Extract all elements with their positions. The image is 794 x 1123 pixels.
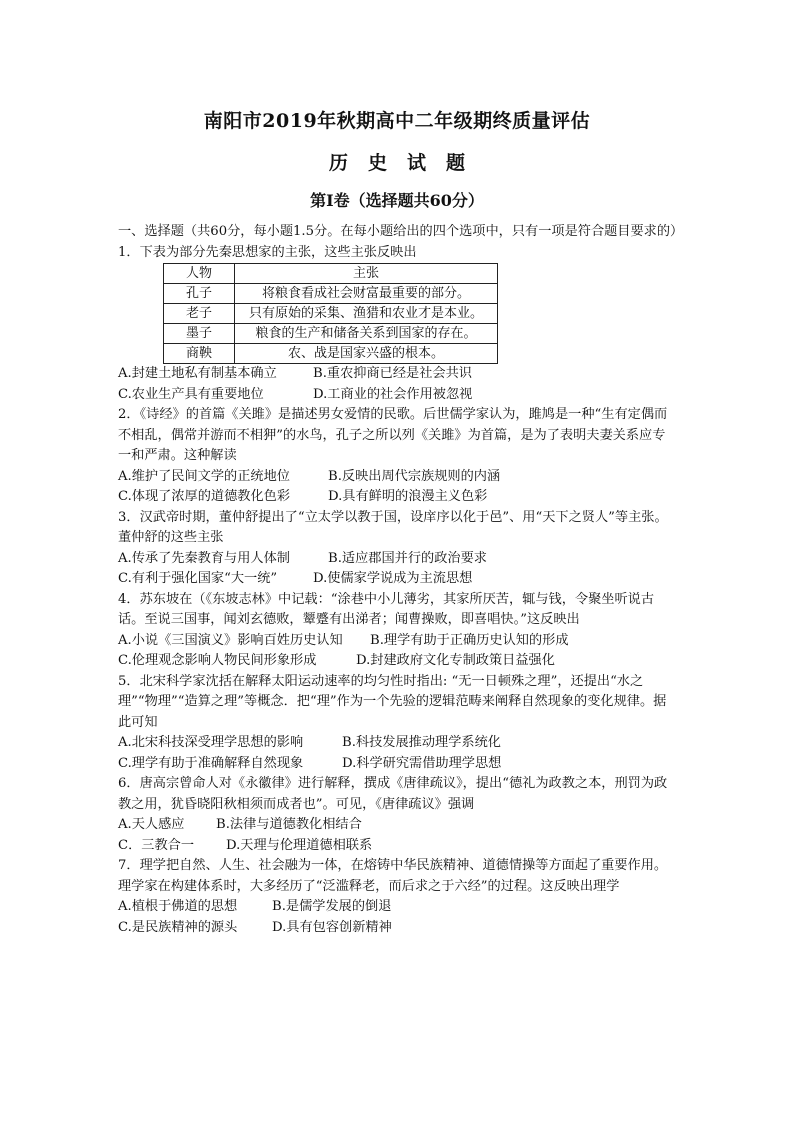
question-4-stem: 4．苏东坡在（《东坡志林》中记载：“涂巷中小儿薄劣，其家所厌苦，辄与钱，令聚坐听说古话。至说三国事，闻刘玄德败，颦蹙有出涕者；闻曹操败，即喜唱快。”这反映出 — [118, 591, 655, 627]
question-5-stem: 5．北宋科学家沈括在解释太阳运动速率的均匀性时指出: “无一日顿殊之理”，还提出“水之理”“物理”“造算之理”等概念．把“理”作为一个先验的逻辑范畴来阐释自然现象的变化规律。据此可知 — [118, 673, 667, 730]
table-row — [164, 304, 498, 324]
table-header-row — [164, 264, 498, 284]
question-5-options-row — [118, 754, 678, 775]
question-7-options-row — [118, 897, 678, 918]
table-cell: 农、战是国家兴盛的根本。 — [235, 344, 498, 364]
option-b: B.理学有助于正确历史认知的形成 — [370, 632, 569, 648]
option-c: C.是民族精神的源头 — [118, 919, 238, 935]
question-2-options-row — [118, 487, 678, 508]
thinkers-table — [163, 263, 498, 364]
table-header-cell: 人物 — [164, 264, 235, 284]
table-row — [164, 344, 498, 364]
option-d: D.天理与伦理道德相联系 — [226, 837, 373, 853]
question-4-options-row — [118, 651, 678, 672]
option-d: D.封建政府文化专制政策日益强化 — [356, 653, 555, 668]
question-1-options-row — [118, 364, 678, 385]
option-a: A.小说《三国演义》影响百姓历史认知 — [118, 632, 343, 648]
question-1-options-row — [118, 385, 678, 406]
section-heading: 第Ⅰ卷（选择题共60分） — [310, 191, 484, 210]
question-6-options-row — [118, 836, 678, 857]
table-cell: 只有原始的采集、渔猎和农业才是本业。 — [235, 304, 498, 324]
question-3-options-row — [118, 569, 678, 590]
exam-subject: 历史试题 — [328, 152, 485, 174]
question-3-stem: 3．汉武帝时期，董仲舒提出了“立太学以教于国，设庠序以化于邑”、用“天下之贤人”等主张。董仲舒的这些主张 — [118, 509, 668, 545]
table-cell: 商鞅 — [164, 344, 235, 364]
question-6-stem: 6．唐高宗曾命人对《永徽律》进行解释，撰成《唐律疏议》，提出“德礼为政教之本，刑罚为政教之用，犹昏晓阳秋相须而成者也”。可见，《唐律疏议》强调 — [118, 776, 668, 812]
table-row — [164, 284, 498, 304]
option-b: B.是儒学发展的倒退 — [272, 899, 392, 914]
option-c: C．三教合一 — [118, 837, 195, 853]
question-5-options-row — [118, 733, 678, 754]
question-1-stem: 1．下表为部分先秦思想家的主张，这些主张反映出 — [118, 244, 417, 260]
question-6-options-row — [118, 815, 678, 836]
option-d: D.使儒家学说成为主流思想 — [313, 571, 473, 586]
option-b: B.反映出周代宗族规则的内涵 — [328, 468, 501, 484]
option-b: B.重农抑商已经是社会共识 — [313, 366, 472, 381]
option-c: C.体现了浓厚的道德教化色彩 — [118, 489, 291, 504]
exam-content — [118, 222, 684, 938]
option-d: D.科学研究需借助理学思想 — [342, 755, 502, 771]
option-a: A.北宋科技深受理学思想的影响 — [118, 735, 304, 750]
option-b: B.科技发展推动理学系统化 — [342, 735, 501, 750]
option-b: B.适应郡国并行的政治要求 — [328, 550, 487, 566]
option-a: A.传承了先秦教育与用人体制 — [118, 550, 290, 566]
option-d: D.工商业的社会作用被忽视 — [313, 386, 473, 402]
table-cell: 老子 — [164, 304, 235, 324]
option-c: C.有利于强化国家“大一统” — [118, 571, 278, 586]
option-c: C.伦理观念影响人物民间形象形成 — [118, 653, 317, 668]
question-7-options-row — [118, 918, 678, 939]
table-row — [164, 324, 498, 344]
option-a: A.天人感应 — [118, 817, 185, 832]
option-c: C.理学有助于准确解释自然现象 — [118, 755, 304, 771]
option-c: C.农业生产具有重要地位 — [118, 386, 264, 402]
option-d: D.具有包容创新精神 — [272, 919, 392, 935]
question-4-options-row — [118, 631, 678, 652]
question-2-options-row — [118, 467, 678, 488]
instructions: 一、选择题（共60分，每小题1.5分。在每小题给出的四个选项中，只有一项是符合题目要求的） — [118, 224, 684, 239]
table-cell: 粮食的生产和储备关系到国家的存在。 — [235, 324, 498, 344]
question-2-stem: 2．《诗经》的首篇《关雎》是描述男女爱情的民歌。后世儒学家认为，雎鸠是一种“生有定偶而不相乱，偶常并游而不相狎”的水鸟，孔子之所以列《关雎》为首篇，是为了表明夫妻关系应专一和严肃。这种解读 — [118, 407, 668, 463]
table-cell: 孔子 — [164, 284, 235, 304]
table-cell: 将粮食看成社会财富最重要的部分。 — [235, 284, 498, 304]
option-d: D.具有鲜明的浪漫主义色彩 — [328, 489, 488, 504]
option-a: A.封建土地私有制基本确立 — [118, 366, 277, 381]
option-a: A.植根于佛道的思想 — [118, 899, 238, 914]
exam-title: 南阳市2019年秋期高中二年级期终质量评估 — [203, 110, 591, 132]
option-b: B.法律与道德教化相结合 — [216, 817, 362, 832]
question-3-options-row — [118, 549, 678, 570]
table-header-cell: 主张 — [235, 264, 498, 284]
option-a: A.维护了民间文学的正统地位 — [118, 468, 290, 484]
question-7-stem: 7．理学把自然、人生、社会融为一体，在熔铸中华民族精神、道德情操等方面起了重要作用。理学家在构建体系时，大多经历了“泛滥释老，而后求之于六经”的过程。这反映出理学 — [118, 858, 668, 894]
table-cell: 墨子 — [164, 324, 235, 344]
